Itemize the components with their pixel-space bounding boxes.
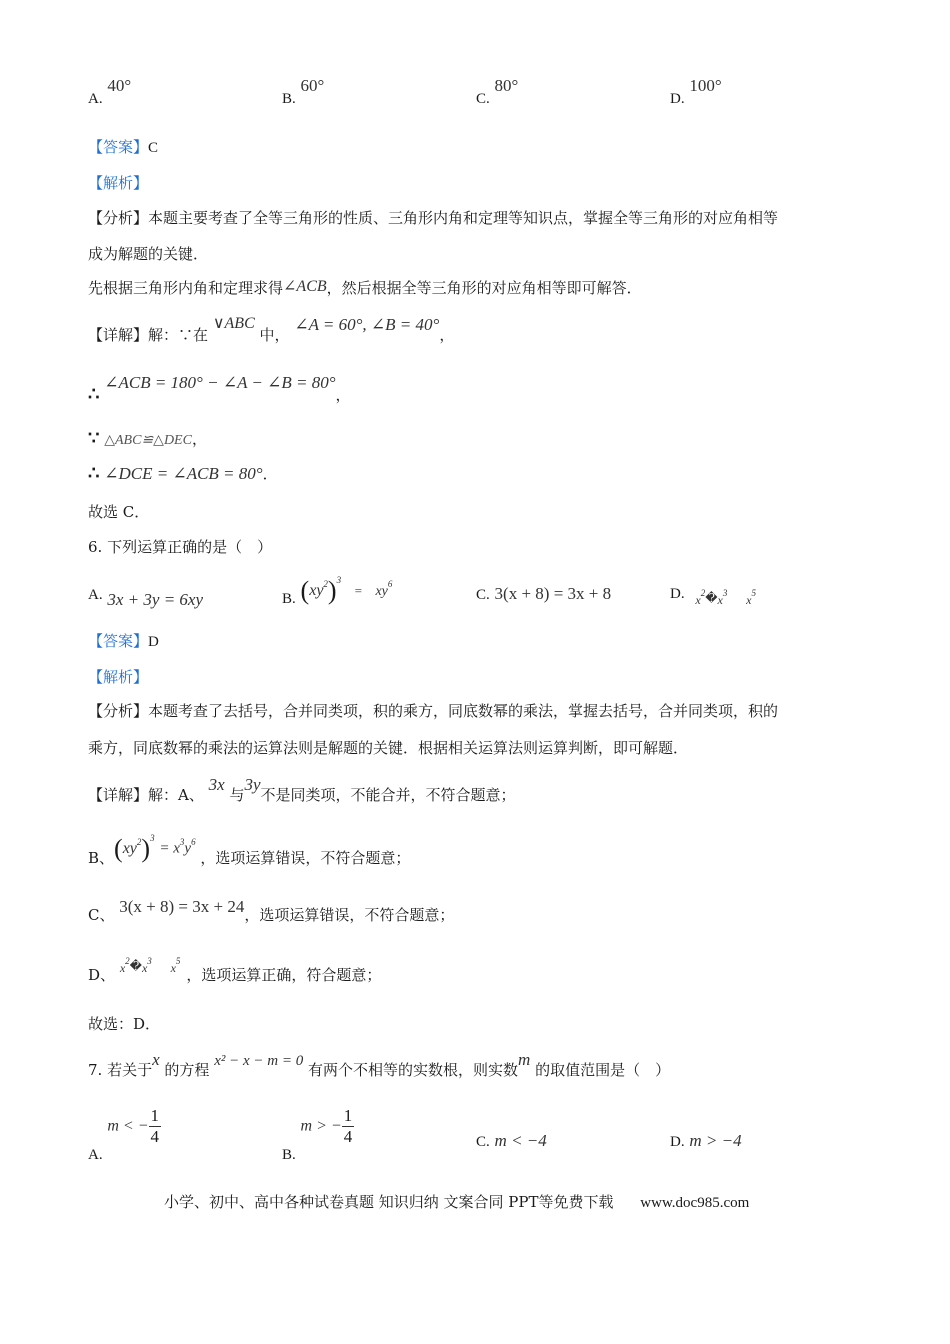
d-x1: x xyxy=(119,961,126,975)
b-base: xy xyxy=(122,840,137,857)
q6-option-b xyxy=(282,576,392,606)
option-label: C. xyxy=(476,587,490,603)
option-label: A. xyxy=(88,587,103,603)
detail-tag: 【详解】 xyxy=(88,326,149,344)
method-text: 先根据三角形内角和定理求得 xyxy=(88,279,284,297)
q6-detail-d xyxy=(88,956,382,985)
detail-c-expr: 3(x + 8) = 3x + 24 xyxy=(119,897,245,916)
d-e3: 5 xyxy=(751,588,756,598)
q5-step3 xyxy=(88,463,278,484)
b-rhs-exp: 6 xyxy=(387,579,393,589)
detail-tag: 【详解】 xyxy=(88,786,149,804)
d-glyph: � xyxy=(129,959,142,973)
fenxi-tag: 【分析】 xyxy=(88,209,149,227)
q7-option-c xyxy=(476,1131,547,1151)
given-angles: ∠A = 60°, ∠B = 40° xyxy=(294,315,440,334)
footer-url[interactable]: www.doc985.com xyxy=(640,1195,750,1211)
step1-expr: ∠ACB = 180° − ∠A − ∠B = 80° xyxy=(104,373,336,392)
option-label: C. xyxy=(476,1134,490,1150)
stem-text: 7. 若关于 xyxy=(88,1061,153,1079)
q5-fenxi-line2: 成为解题的关键． xyxy=(88,245,209,263)
q5-step1 xyxy=(88,373,351,405)
detail-text: ， xyxy=(439,326,455,344)
paren-left: ( xyxy=(114,834,123,863)
q5-answer xyxy=(88,136,158,157)
q5-option-b xyxy=(282,76,325,108)
step-punct: ， xyxy=(191,430,207,448)
option-label: D. xyxy=(670,586,685,602)
detail-text: D、 xyxy=(88,966,116,984)
option-lhs: m < − xyxy=(107,1117,149,1135)
q5-method-line xyxy=(88,277,642,298)
d-x1: x xyxy=(695,593,701,607)
b-rhs-exp2: 6 xyxy=(191,837,196,847)
option-label: D. xyxy=(670,1134,685,1150)
because-symbol: ∵ xyxy=(88,428,100,449)
fenxi-text: 本题考查了去括号，合并同类项，积的乘方，同底数幂的乘法，掌握去括号，合并同类项，积的 xyxy=(148,702,779,720)
q6-fenxi-line1 xyxy=(88,700,778,721)
b-rhs-exp: 3 xyxy=(179,837,185,847)
triangle-abc: ∨ABC xyxy=(212,315,255,332)
term-3y: 3y xyxy=(244,775,261,794)
q5-conclusion: 故选 C． xyxy=(88,503,150,521)
equation: x² − x − m = 0 xyxy=(214,1053,304,1069)
therefore-symbol: ∴ xyxy=(88,463,100,484)
answer-tag: 【答案】 xyxy=(88,632,149,650)
option-expr: m < −4 xyxy=(494,1131,547,1150)
detail-text: ，选项运算错误，不符合题意； xyxy=(244,906,455,924)
frac-den: 4 xyxy=(150,1127,160,1146)
paren-right: ) xyxy=(141,834,151,863)
q6-answer xyxy=(88,630,159,651)
answer-tag: 【答案】 xyxy=(88,138,149,156)
option-lhs: m > − xyxy=(300,1117,342,1135)
step2-expr: △ABC≌△DEC xyxy=(104,433,192,448)
b-exp-outer: 3 xyxy=(150,833,155,843)
d-glyph: � xyxy=(705,591,718,605)
option-label: A. xyxy=(88,91,103,107)
b-rhs-y: y xyxy=(184,840,192,857)
frac-den: 4 xyxy=(343,1127,353,1146)
paren-left: ( xyxy=(300,576,310,605)
detail-text: C、 xyxy=(88,906,115,924)
q6-option-c xyxy=(476,584,611,604)
q5-option-a xyxy=(88,76,132,108)
detail-text: ，选项运算错误，不符合题意； xyxy=(200,849,411,867)
method-text: ，然后根据全等三角形的对应角相等即可解答． xyxy=(326,279,642,297)
option-label: B. xyxy=(282,591,296,607)
q6-analysis-tag: 【解析】 xyxy=(88,668,149,686)
q6-detail-b xyxy=(88,833,411,867)
option-expr: m > −4 xyxy=(689,1131,742,1150)
q5-option-d xyxy=(670,76,722,108)
q6-option-a xyxy=(88,584,203,609)
option-label: A. xyxy=(88,1146,103,1163)
answer-value: D xyxy=(148,634,159,650)
option-value: 80° xyxy=(494,76,519,95)
b-exp: 2 xyxy=(136,837,142,847)
q7-option-d xyxy=(670,1131,742,1151)
stem-text: 有两个不相等的实数根，则实数 xyxy=(308,1061,519,1079)
detail-text: 不是同类项，不能合并，不符合题意； xyxy=(260,786,516,804)
stem-text: 的取值范围是（ ） xyxy=(535,1061,671,1079)
q6-stem: 6. 下列运算正确的是（ ） xyxy=(88,538,273,556)
answer-value: C xyxy=(148,140,159,156)
option-label: C. xyxy=(476,91,490,107)
detail-text: B、 xyxy=(88,849,115,867)
option-label: D. xyxy=(670,91,685,107)
q5-step2 xyxy=(88,428,207,449)
b-exp-inner: 2 xyxy=(323,579,328,589)
b-exp-outer: 3 xyxy=(336,575,342,585)
option-expr: 3x + 3y = 6xy xyxy=(107,590,203,609)
step-punct: ， xyxy=(335,386,351,404)
b-rhs: = x xyxy=(159,840,180,857)
d-e1: 2 xyxy=(125,956,130,966)
option-label: B. xyxy=(282,1146,296,1163)
angle-acb: ∠ACB xyxy=(283,278,327,295)
q6-detail-a xyxy=(88,775,516,805)
option-expr: 3(x + 8) = 3x + 8 xyxy=(494,584,612,603)
detail-text: 与 xyxy=(229,786,245,804)
d-x3: x xyxy=(170,961,176,975)
d-e3: 5 xyxy=(175,956,181,966)
b-base: xy xyxy=(309,582,324,599)
q6-detail-c xyxy=(88,897,455,925)
q5-detail-line xyxy=(88,315,455,345)
detail-text: ，选项运算正确，符合题意； xyxy=(186,966,382,984)
q6-option-d xyxy=(670,584,756,607)
fenxi-tag: 【分析】 xyxy=(88,702,149,720)
q6-conclusion: 故选：D． xyxy=(88,1015,161,1033)
option-value: 100° xyxy=(689,76,722,95)
paren-right: ) xyxy=(327,576,337,605)
d-e2: 3 xyxy=(722,588,728,598)
q7-option-b xyxy=(282,1106,354,1163)
fenxi-text: 本题主要考查了全等三角形的性质、三角形内角和定理等知识点，掌握全等三角形的对应角相等 xyxy=(148,209,779,227)
stem-text: 的方程 xyxy=(164,1061,210,1079)
var-x: x xyxy=(152,1050,160,1069)
detail-text: 中， xyxy=(259,326,290,344)
step-punct: ． xyxy=(262,465,278,483)
detail-text: 解：∵在 xyxy=(148,326,209,344)
q6-fenxi-line2: 乘方，同底数幂的乘法的运算法则是解题的关键．根据相关运算法则运算判断，即可解题． xyxy=(88,739,689,757)
equals-sign: = xyxy=(353,583,363,598)
q5-fenxi-line1 xyxy=(88,207,778,228)
q7-option-a xyxy=(88,1106,161,1163)
option-value: 40° xyxy=(107,76,132,95)
d-x3: x xyxy=(746,593,752,607)
q7-stem xyxy=(88,1050,671,1080)
d-x2: x xyxy=(717,593,723,607)
option-value: 60° xyxy=(300,76,325,95)
frac-num: 1 xyxy=(150,1106,160,1125)
d-e1: 2 xyxy=(700,588,706,598)
d-x2: x xyxy=(141,961,148,975)
frac-num: 1 xyxy=(343,1106,353,1125)
var-m: m xyxy=(518,1050,531,1069)
footer-text: 小学、初中、高中各种试卷真题 知识归纳 文案合同 PPT等免费下载 xyxy=(164,1193,614,1211)
d-e2: 3 xyxy=(147,956,152,966)
step3-expr: ∠DCE = ∠ACB = 80° xyxy=(104,464,263,483)
b-rhs: xy xyxy=(375,584,388,599)
term-3x: 3x xyxy=(208,775,225,794)
page-footer xyxy=(164,1191,749,1212)
therefore-symbol: ∴ xyxy=(88,384,100,405)
q5-option-c xyxy=(476,76,519,108)
option-label: B. xyxy=(282,91,296,107)
detail-text: 解：A、 xyxy=(148,786,204,804)
q5-analysis-tag: 【解析】 xyxy=(88,174,149,192)
